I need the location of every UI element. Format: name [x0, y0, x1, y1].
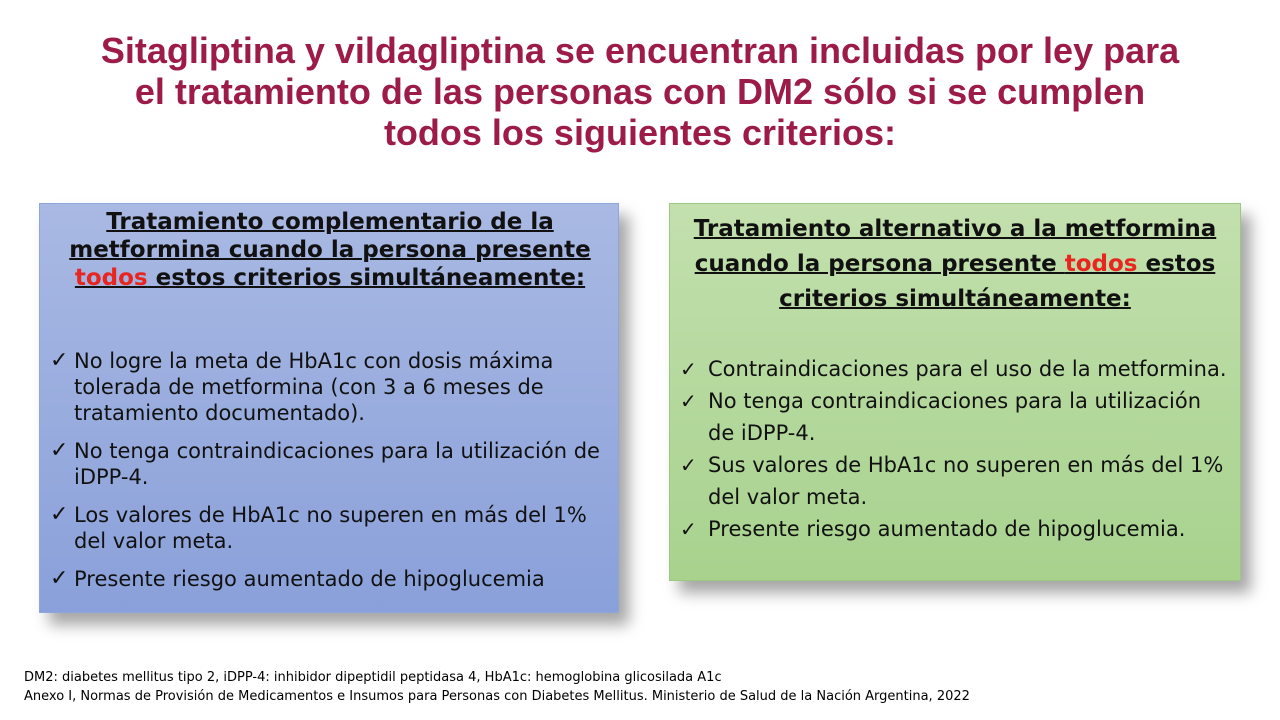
criteria-text: Contraindicaciones para el uso de la metformina. [708, 357, 1227, 381]
criteria-item [678, 353, 1232, 385]
criteria-text: Los valores de HbA1c no superen en más del 1% del valor meta. [74, 503, 587, 553]
heading-line [678, 247, 1232, 282]
criteria-text: No tenga contraindicaciones para la utilización de iDPP-4. [708, 389, 1202, 445]
criteria-item [678, 513, 1232, 545]
checkmark-icon: ✓ [50, 502, 69, 527]
alternative-treatment-heading [678, 212, 1232, 317]
criteria-text: Presente riesgo aumentado de hipoglucemia. [708, 517, 1186, 541]
footnote-abbreviations: DM2: diabetes mellitus tipo 2, iDPP-4: inhibidor dipeptidil peptidasa 4, HbA1c: hemoglobina glicosilada A1c [24, 670, 722, 685]
checkmark-icon: ✓ [50, 438, 69, 463]
heading-line: metformina cuando la persona presente [69, 237, 591, 263]
highlight-word-todos: todos [1064, 251, 1138, 277]
criteria-item [50, 502, 610, 554]
heading-text: cuando la persona presente [694, 251, 1065, 277]
slide-title-line: el tratamiento de las personas con DM2 sólo si se cumplen [134, 71, 1146, 112]
heading-line [50, 264, 610, 292]
criteria-text: No logre la meta de HbA1c con dosis máxima tolerada de metformina (con 3 a 6 meses de tratamiento documentado). [74, 349, 554, 425]
alternative-treatment-box [669, 203, 1241, 581]
criteria-text: Presente riesgo aumentado de hipoglucemia [74, 567, 545, 591]
criteria-item [50, 566, 610, 592]
criteria-text: No tenga contraindicaciones para la utilización de iDPP-4. [74, 439, 600, 489]
slide-title-line: Sitagliptina y vildagliptina se encuentran incluidas por ley para [100, 30, 1180, 71]
checkmark-icon: ✓ [680, 453, 697, 477]
complementary-treatment-box [39, 203, 619, 613]
criteria-list [50, 348, 610, 592]
highlight-word-todos: todos [74, 265, 148, 291]
heading-text: estos [1137, 251, 1216, 277]
criteria-item [50, 348, 610, 426]
criteria-list [678, 353, 1232, 545]
heading-text: estos criterios simultáneamente: [147, 265, 586, 291]
checkmark-icon: ✓ [680, 389, 697, 413]
heading-line: Tratamiento complementario de la [106, 209, 554, 235]
checkmark-icon: ✓ [680, 517, 697, 541]
criteria-item [678, 449, 1232, 513]
criteria-text: Sus valores de HbA1c no superen en más del 1% del valor meta. [708, 453, 1224, 509]
criteria-item [678, 385, 1232, 449]
footnote [24, 668, 1254, 706]
footnote-source: Anexo I, Normas de Provisión de Medicamentos e Insumos para Personas con Diabetes Mellitus. Ministerio de Salud de la Nación Argentina, 2022 [24, 689, 970, 704]
checkmark-icon: ✓ [680, 357, 697, 381]
heading-line: Tratamiento alternativo a la metformina [693, 216, 1217, 242]
criteria-item [50, 438, 610, 490]
checkmark-icon: ✓ [50, 348, 69, 373]
slide-title [40, 30, 1240, 153]
checkmark-icon: ✓ [50, 566, 69, 591]
complementary-treatment-heading [50, 208, 610, 292]
slide-title-line: todos los siguientes criterios: [383, 112, 897, 153]
heading-line: criterios simultáneamente: [779, 286, 1131, 312]
